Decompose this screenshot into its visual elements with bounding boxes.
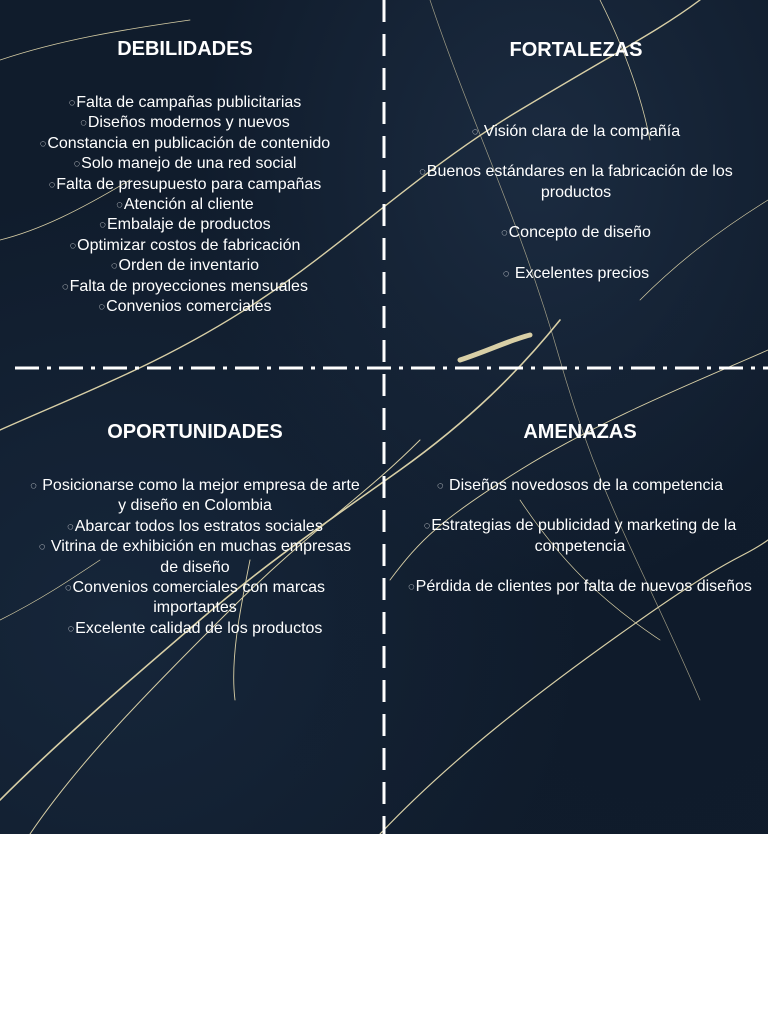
list-item bbox=[30, 195, 340, 215]
dotted-circle-bullet-icon: ◌ bbox=[48, 178, 56, 191]
list-item-text: Abarcar todos los estratos sociales bbox=[74, 517, 323, 535]
list-item-text: Falta de campañas publicitarias bbox=[76, 94, 302, 111]
dotted-circle-bullet-icon: ◌ bbox=[423, 520, 431, 533]
list-item-text: Estrategias de publicidad y marketing de la competencia bbox=[431, 517, 737, 555]
dotted-circle-bullet-icon: ◌ bbox=[437, 480, 444, 492]
list-item bbox=[30, 537, 360, 578]
list-item-text: Embalaje de productos bbox=[106, 216, 271, 234]
dotted-circle-bullet-icon: ◌ bbox=[501, 227, 508, 240]
list-item-text: Posicionarse como la mejor empresa de arte y diseño en Colombia bbox=[42, 477, 360, 515]
list-item bbox=[30, 175, 340, 195]
debilidades-title: DEBILIDADES bbox=[117, 38, 253, 60]
dotted-circle-bullet-icon: ◌ bbox=[67, 622, 75, 635]
dotted-circle-bullet-icon: ◌ bbox=[116, 199, 123, 212]
dotted-circle-bullet-icon: ◌ bbox=[419, 166, 426, 179]
dotted-circle-bullet-icon: ◌ bbox=[73, 158, 81, 171]
list-item bbox=[400, 516, 760, 557]
list-item-text: Diseños modernos y nuevos bbox=[87, 114, 290, 132]
list-item-text: Orden de inventario bbox=[118, 257, 260, 275]
dotted-circle-bullet-icon: ◌ bbox=[38, 541, 46, 554]
list-item bbox=[30, 154, 340, 174]
list-item-text: Concepto de diseño bbox=[508, 224, 651, 242]
list-item bbox=[30, 297, 340, 317]
list-item-text: Diseños novedosos de la competencia bbox=[449, 477, 723, 494]
dotted-circle-bullet-icon: ◌ bbox=[64, 582, 72, 595]
dotted-circle-bullet-icon: ◌ bbox=[502, 267, 510, 280]
list-item bbox=[30, 113, 340, 133]
list-item bbox=[30, 578, 360, 619]
list-item bbox=[30, 93, 340, 113]
list-item bbox=[400, 223, 752, 243]
list-item bbox=[30, 215, 340, 235]
list-item-text: Falta de proyecciones mensuales bbox=[69, 277, 308, 295]
list-item bbox=[400, 577, 760, 597]
list-item bbox=[30, 277, 340, 297]
fortalezas-quadrant bbox=[400, 38, 752, 304]
list-item-text: Buenos estándares en la fabricación de los productos bbox=[426, 163, 733, 201]
dotted-circle-bullet-icon: ◌ bbox=[39, 137, 47, 150]
list-item-text: Optimizar costos de fabricación bbox=[77, 236, 301, 254]
dotted-circle-bullet-icon: ◌ bbox=[110, 260, 118, 273]
list-item bbox=[400, 122, 752, 142]
list-item bbox=[30, 236, 340, 256]
dotted-circle-bullet-icon: ◌ bbox=[69, 239, 77, 252]
oportunidades-quadrant bbox=[30, 420, 360, 639]
list-item bbox=[400, 476, 760, 496]
list-item-text: Pérdida de clientes por falta de nuevos diseños bbox=[415, 578, 752, 596]
list-item bbox=[400, 264, 752, 284]
dotted-circle-bullet-icon: ◌ bbox=[68, 97, 76, 109]
list-item-text: Vitrina de exhibición en muchas empresas de diseño bbox=[50, 538, 352, 576]
dotted-circle-bullet-icon: ◌ bbox=[471, 126, 479, 138]
amenazas-list bbox=[400, 476, 760, 598]
fortalezas-list bbox=[400, 122, 752, 284]
list-item bbox=[30, 256, 340, 276]
dotted-circle-bullet-icon: ◌ bbox=[80, 117, 87, 130]
oportunidades-list bbox=[30, 476, 360, 639]
list-item-text: Constancia en publicación de contenido bbox=[47, 134, 331, 152]
list-item-text: Excelente calidad de los productos bbox=[75, 619, 323, 637]
amenazas-title: AMENAZAS bbox=[523, 421, 637, 443]
list-item-text: Excelentes precios bbox=[514, 264, 650, 282]
fortalezas-title: FORTALEZAS bbox=[509, 39, 643, 61]
list-item bbox=[400, 162, 752, 203]
oportunidades-title: OPORTUNIDADES bbox=[107, 421, 283, 443]
dotted-circle-bullet-icon: ◌ bbox=[62, 280, 69, 293]
list-item-text: Falta de presupuesto para campañas bbox=[56, 175, 322, 193]
list-item bbox=[30, 517, 360, 537]
dotted-circle-bullet-icon: ◌ bbox=[67, 520, 74, 533]
dotted-circle-bullet-icon: ◌ bbox=[99, 219, 106, 232]
debilidades-list bbox=[30, 93, 340, 317]
dotted-circle-bullet-icon: ◌ bbox=[408, 581, 415, 594]
list-item-text: Solo manejo de una red social bbox=[81, 155, 297, 173]
list-item-text: Atención al cliente bbox=[123, 196, 254, 214]
list-item bbox=[30, 619, 360, 639]
dotted-circle-bullet-icon: ◌ bbox=[98, 301, 106, 314]
list-item-text: Visión clara de la compañía bbox=[483, 123, 681, 140]
debilidades-quadrant bbox=[30, 37, 340, 317]
amenazas-quadrant bbox=[400, 420, 760, 618]
list-item-text: Convenios comerciales con marcas importantes bbox=[72, 579, 326, 617]
list-item-text: Convenios comerciales bbox=[106, 298, 272, 316]
dotted-circle-bullet-icon: ◌ bbox=[30, 480, 37, 492]
list-item bbox=[30, 134, 340, 154]
list-item bbox=[30, 476, 360, 517]
